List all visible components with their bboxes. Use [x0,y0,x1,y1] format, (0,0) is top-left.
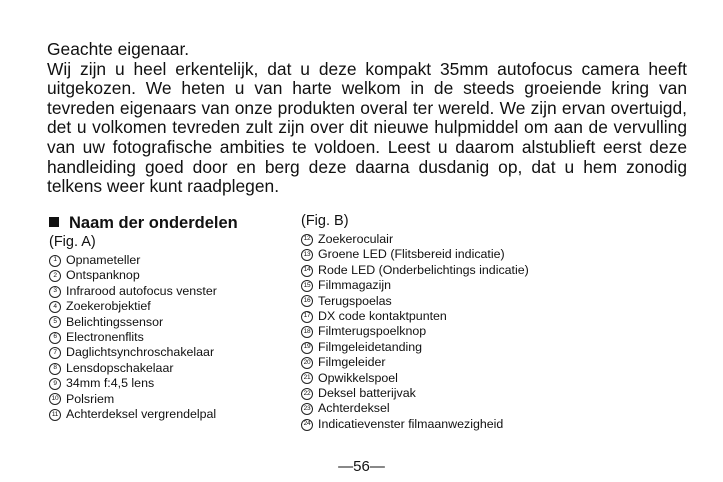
part-label: Rode LED (Onderbelichtings indicatie) [318,262,529,277]
part-list-item [49,299,299,314]
part-number-badge: 21 [301,372,313,384]
section-heading-text: Naam der onderdelen [69,214,238,232]
part-label: Zoekerobjektief [66,299,151,314]
fig-b-parts-list [301,232,601,432]
part-list-item [301,386,601,401]
part-label: Opwikkelspoel [318,370,398,385]
part-number-badge: 3 [49,286,61,298]
part-number-badge: 23 [301,403,313,415]
part-list-item [301,324,601,339]
part-list-item [49,284,299,299]
part-number-badge: 13 [301,249,313,261]
part-list-item [49,407,299,422]
part-list-item [49,315,299,330]
part-label: DX code kontaktpunten [318,309,447,324]
part-label: Zoekeroculair [318,232,394,246]
part-list-item [301,371,601,386]
part-number-badge: 4 [49,301,61,313]
part-number-badge: 6 [49,332,61,344]
part-list-item [49,392,299,407]
part-number-badge: 9 [49,378,61,390]
fig-a-label: (Fig. A) [49,234,96,250]
part-list-item [301,340,601,355]
part-number-badge: 1 [49,255,61,267]
salutation: Geachte eigenaar. [47,39,190,59]
part-list-item [49,253,299,268]
part-label: Deksel batterijvak [318,386,416,401]
part-label: Filmmagazijn [318,278,391,293]
part-number-badge: 19 [301,342,313,354]
part-number-badge: 11 [49,409,61,421]
part-number-badge: 5 [49,316,61,328]
part-label: Polsriem [66,391,115,406]
part-label: Belichtingssensor [66,314,164,329]
part-list-item [49,361,299,376]
part-label: Achterdeksel [318,401,390,416]
part-label: Filmterugspoelknop [318,324,427,339]
part-number-badge: 14 [301,265,313,277]
parts-column-b [301,213,601,432]
part-list-item [49,345,299,360]
parts-column-a [49,213,299,422]
part-label: Ontspanknop [66,268,140,283]
part-number-badge: 16 [301,295,313,307]
part-list-item [301,294,601,309]
part-number-badge: 18 [301,326,313,338]
part-list-item [301,401,601,416]
part-number-badge: 7 [49,347,61,359]
part-list-item [301,263,601,278]
part-list-item [49,268,299,283]
part-number-badge: 10 [49,393,61,405]
part-number-badge: 12 [301,234,313,246]
part-number-badge: 24 [301,419,313,431]
part-label: Daglichtsynchroschakelaar [66,345,215,360]
part-label: Indicatievenster filmaanwezigheid [318,416,504,431]
intro-section [47,40,687,197]
part-label: Filmgeleider [318,355,386,370]
part-number-badge: 20 [301,357,313,369]
part-list-item [301,278,601,293]
square-bullet-icon [49,217,59,227]
part-label: Electronenflits [66,330,144,345]
part-label: Infrarood autofocus venster [66,283,217,298]
part-label: Groene LED (Flitsbereid indicatie) [318,247,505,262]
part-label: Lensdopschakelaar [66,360,174,375]
part-list-item [49,330,299,345]
intro-paragraph: Wij zijn u heel erkentelijk, dat u deze kompakt 35mm autofocus camera heeft uitgekozen. We heten u van harte welkom in de steeds groeiende kring van tevreden eigenaars van onze produkten overal ter wereld. We zijn ervan overtuigd, det u volkomen tevreden zult zijn over dit nieuwe hulpmiddel om aan de vervulling van uw fotografische ambities te voldoen. Leest u daarom alstublieft eerst deze handleiding goed door en berg deze daarna dusdanig op, dat u hem zonodig telkens weer kunt raadplegen. [47,58,687,197]
fig-b-label: (Fig. B) [301,213,349,229]
part-list-item [301,417,601,432]
part-number-badge: 15 [301,280,313,292]
part-number-badge: 8 [49,363,61,375]
part-label: Terugspoelas [318,293,392,308]
part-number-badge: 2 [49,270,61,282]
part-label: Filmgeleidetanding [318,339,423,354]
part-list-item [301,247,601,262]
page-number: —56— [338,458,385,475]
part-label: Achterdeksel vergrendelpal [66,407,217,422]
part-number-badge: 22 [301,388,313,400]
part-list-item [301,355,601,370]
part-label: 34mm f:4,5 lens [66,376,155,391]
part-list-item [301,232,601,247]
section-heading [49,213,299,233]
part-number-badge: 17 [301,311,313,323]
part-list-item [49,376,299,391]
fig-a-parts-list [49,253,299,422]
part-list-item [301,309,601,324]
part-label: Opnameteller [66,253,141,267]
